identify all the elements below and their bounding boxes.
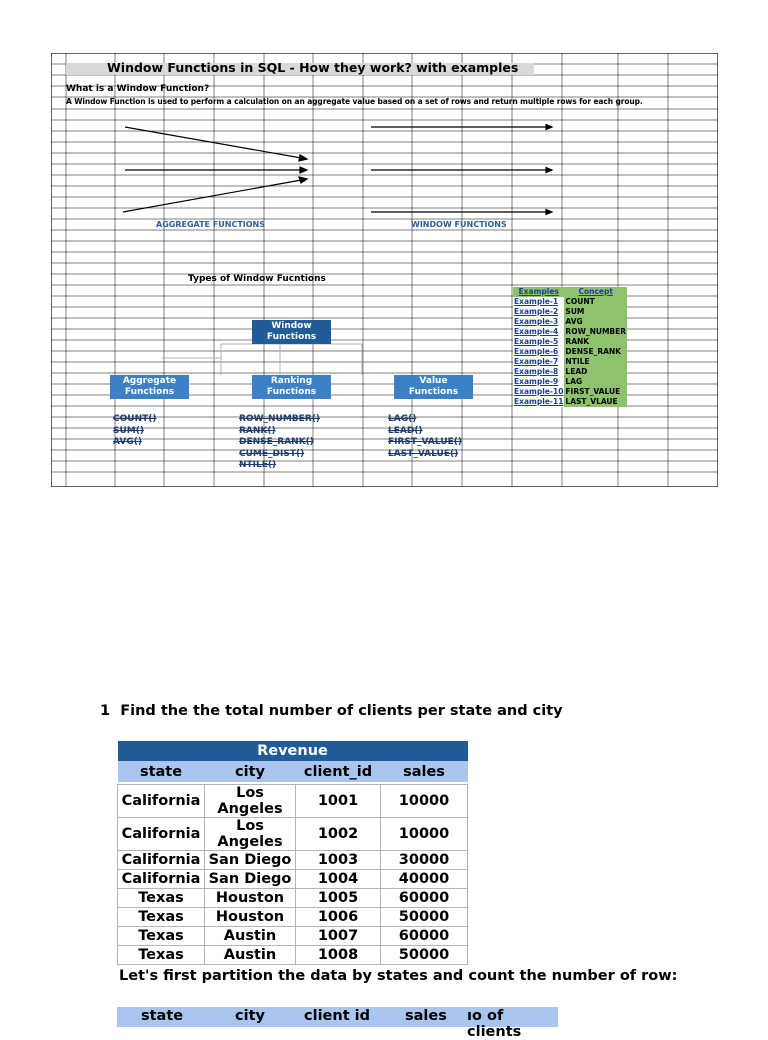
aggregate-function-list: [113, 414, 156, 449]
example-concept: FIRST_VALUE: [564, 387, 627, 397]
example-concept: NTILE: [564, 357, 627, 367]
table-cell: Austin: [205, 946, 296, 965]
table-cell: California: [118, 851, 205, 870]
value-functions-box: Value Functions: [394, 375, 473, 399]
example-row: [513, 317, 627, 327]
table-cell: Texas: [118, 889, 205, 908]
example-row: [513, 397, 627, 407]
table-cell: 50000: [381, 946, 468, 965]
hierarchy-connectors: [162, 344, 362, 375]
table-cell: Austin: [205, 927, 296, 946]
question-1: [100, 703, 563, 719]
bottom-header-sales: sales: [405, 1008, 447, 1024]
fn-sum: SUM(): [113, 425, 144, 436]
example-row: [513, 297, 627, 307]
table-cell: Texas: [118, 908, 205, 927]
example-link[interactable]: Example-7: [513, 357, 564, 367]
table-cell: 1004: [296, 870, 381, 889]
table-cell: San Diego: [205, 870, 296, 889]
table-row: [118, 785, 468, 818]
example-row: [513, 337, 627, 347]
fn-dense-rank: DENSE_RANK(): [239, 437, 314, 447]
table-row: [118, 946, 468, 965]
table-cell: California: [118, 785, 205, 818]
header-city: city: [205, 761, 296, 782]
table-cell: 50000: [381, 908, 468, 927]
header-state: state: [118, 761, 205, 782]
table-cell: San Diego: [205, 851, 296, 870]
question-text: Find the the total number of clients per state and city: [120, 703, 563, 719]
revenue-table: [117, 741, 468, 965]
concept-header: Concept: [564, 287, 627, 297]
header-sales: sales: [381, 761, 468, 782]
bottom-header-state: state: [141, 1008, 184, 1024]
types-title: Types of Window Fucntions: [188, 274, 326, 284]
fn-row-number: ROW_NUMBER(): [239, 414, 320, 424]
table-cell: 10000: [381, 818, 468, 851]
example-row: [513, 387, 627, 397]
table-cell: 1006: [296, 908, 381, 927]
fn-rank: RANK(): [239, 425, 276, 436]
fn-avg: AVG(): [113, 437, 142, 447]
table-cell: Los Angeles: [205, 785, 296, 818]
table-cell: 10000: [381, 785, 468, 818]
example-concept: COUNT: [564, 297, 627, 307]
table-cell: Los Angeles: [205, 818, 296, 851]
examples-header: Examples: [513, 287, 564, 297]
example-row: [513, 367, 627, 377]
example-link[interactable]: Example-1: [513, 297, 564, 307]
window-functions-caption: WINDOW FUNCTIONS: [411, 220, 507, 229]
table-row: [118, 927, 468, 946]
example-row: [513, 357, 627, 367]
table-cell: 1003: [296, 851, 381, 870]
fn-last-value: LAST_VALUE(): [388, 448, 459, 459]
example-row: [513, 307, 627, 317]
table-cell: Houston: [205, 908, 296, 927]
table-row: [118, 870, 468, 889]
fn-count: COUNT(): [113, 414, 157, 424]
ranking-functions-box: Ranking Functions: [252, 375, 331, 399]
table-cell: 30000: [381, 851, 468, 870]
table-cell: 1002: [296, 818, 381, 851]
example-concept: AVG: [564, 317, 627, 327]
aggregate-arrows: [123, 127, 307, 212]
description: A Window Function is used to perform a calculation on an aggregate value based on a set of rows and return multiple rows for each group.: [66, 97, 643, 106]
example-link[interactable]: Example-2: [513, 307, 564, 317]
example-link[interactable]: Example-4: [513, 327, 564, 337]
example-row: [513, 377, 627, 387]
fn-cume-dist: CUME_DIST(): [239, 448, 305, 459]
example-concept: RANK: [564, 337, 627, 347]
examples-table: [513, 287, 627, 407]
window-functions-box: Window Functions: [252, 320, 331, 344]
example-link[interactable]: Example-10: [514, 387, 564, 396]
partition-note: Let's first partition the data by states and count the number of row:: [119, 968, 678, 984]
fn-ntile: NTILE(): [239, 460, 277, 470]
table-cell: 60000: [381, 889, 468, 908]
table-row: [118, 851, 468, 870]
table-cell: Texas: [118, 946, 205, 965]
clients-table-header: [117, 1007, 558, 1040]
table-cell: 1001: [296, 785, 381, 818]
subheading: What is a Window Function?: [66, 84, 210, 94]
bottom-header-city: city: [235, 1008, 265, 1024]
example-link[interactable]: Example-8: [513, 367, 564, 377]
table-cell: Houston: [205, 889, 296, 908]
table-cell: California: [118, 870, 205, 889]
table-row: [118, 889, 468, 908]
example-link[interactable]: Example-6: [513, 347, 564, 357]
question-number: 1: [100, 703, 111, 719]
fn-lead: LEAD(): [388, 425, 423, 436]
table-cell: 1005: [296, 889, 381, 908]
fn-first-value: FIRST_VALUE(): [388, 437, 462, 447]
fn-lag: LAG(): [388, 414, 417, 424]
aggregate-functions-box: Aggregate Functions: [110, 375, 189, 399]
table-row: [118, 908, 468, 927]
value-function-list: [388, 414, 462, 460]
window-arrows: [371, 125, 552, 215]
example-row: [513, 347, 627, 357]
revenue-caption: Revenue: [118, 741, 468, 761]
bottom-header-client-id: client id: [304, 1008, 371, 1024]
table-cell: California: [118, 818, 205, 851]
example-concept: LAST_VLAUE: [564, 397, 627, 407]
table-cell: Texas: [118, 927, 205, 946]
aggregate-functions-caption: AGGREGATE FUNCTIONS: [156, 220, 266, 229]
bottom-header-no-of-clients: ıo of clients: [467, 1008, 522, 1040]
ranking-function-list: [239, 414, 320, 472]
example-link[interactable]: Example-9: [513, 377, 564, 387]
table-cell: 1007: [296, 927, 381, 946]
example-link[interactable]: Example-3: [513, 317, 564, 327]
example-concept: SUM: [564, 307, 627, 317]
header-client-id: client_id: [296, 761, 381, 782]
table-cell: 1008: [296, 946, 381, 965]
example-concept: ROW_NUMBER: [565, 327, 627, 336]
table-cell: 40000: [381, 870, 468, 889]
table-cell: 60000: [381, 927, 468, 946]
spreadsheet-sheet: [51, 53, 718, 487]
example-link[interactable]: Example-11: [514, 397, 564, 406]
table-row: [118, 818, 468, 851]
example-row: [513, 327, 627, 337]
example-concept: LEAD: [564, 367, 627, 377]
example-concept: DENSE_RANK: [564, 347, 627, 357]
example-link[interactable]: Example-5: [513, 337, 564, 347]
sheet-title: Window Functions in SQL - How they work? with examples: [107, 60, 519, 75]
example-concept: LAG: [564, 377, 627, 387]
